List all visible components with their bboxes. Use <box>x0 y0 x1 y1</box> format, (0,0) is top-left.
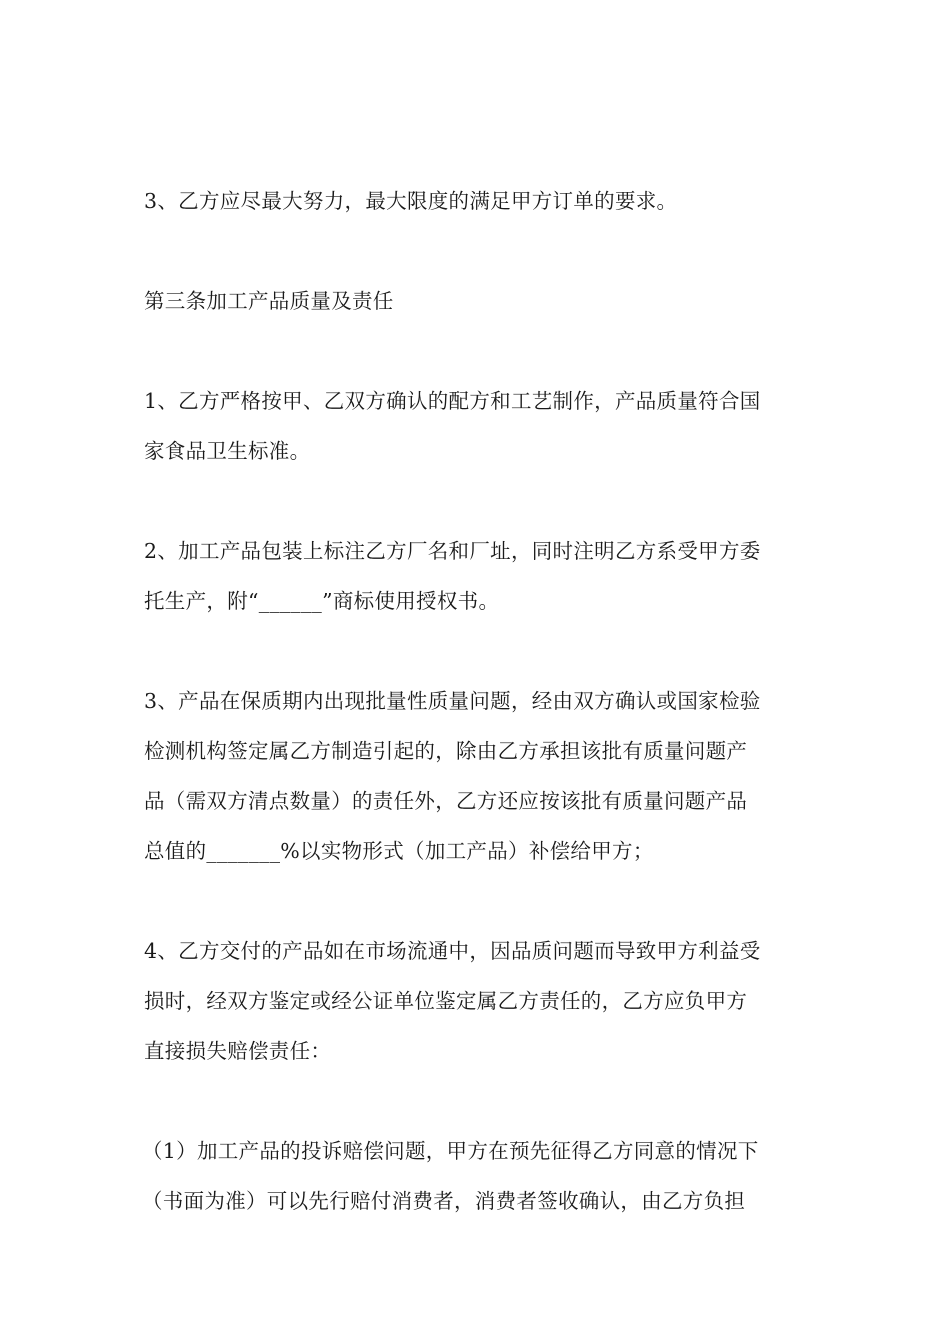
paragraph-packaging-label <box>144 526 814 626</box>
paragraph-clause-3-order-requirement <box>144 176 814 226</box>
paragraph-line: 托生产，附“______”商标使用授权书。 <box>144 589 500 613</box>
paragraph-line: 3、产品在保质期内出现批量性质量问题，经由双方确认或国家检验 <box>144 689 761 713</box>
paragraph-line: （1）加工产品的投诉赔偿问题，甲方在预先征得乙方同意的情况下 <box>142 1139 759 1163</box>
paragraph-line: 1、乙方严格按甲、乙双方确认的配方和工艺制作，产品质量符合国 <box>144 389 761 413</box>
paragraph-line: 2、加工产品包装上标注乙方厂名和厂址，同时注明乙方系受甲方委 <box>144 539 761 563</box>
paragraph-line: 检测机构签定属乙方制造引起的，除由乙方承担该批有质量问题产 <box>144 739 748 763</box>
section-heading-text: 第三条加工产品质量及责任 <box>144 289 394 313</box>
paragraph-quality-standard <box>144 376 814 476</box>
paragraph-line: （书面为准）可以先行赔付消费者，消费者签收确认，由乙方负担 <box>142 1189 746 1213</box>
paragraph-batch-quality-issue <box>144 676 814 876</box>
paragraph-line: 4、乙方交付的产品如在市场流通中，因品质问题而导致甲方利益受 <box>144 939 761 963</box>
paragraph-line: 损时，经双方鉴定或经公证单位鉴定属乙方责任的，乙方应负甲方 <box>144 989 748 1013</box>
paragraph-market-liability <box>144 926 814 1076</box>
paragraph-complaint-compensation <box>142 1126 812 1226</box>
paragraph-line: 3、乙方应尽最大努力，最大限度的满足甲方订单的要求。 <box>144 189 678 213</box>
paragraph-line: 直接损失赔偿责任： <box>144 1039 332 1063</box>
paragraph-line: 总值的_______%以实物形式（加工产品）补偿给甲方； <box>144 839 654 863</box>
paragraph-line: 品（需双方清点数量）的责任外，乙方还应按该批有质量问题产品 <box>144 789 748 813</box>
paragraph-line: 家食品卫生标准。 <box>144 439 311 463</box>
section-heading-article-3 <box>144 276 814 326</box>
